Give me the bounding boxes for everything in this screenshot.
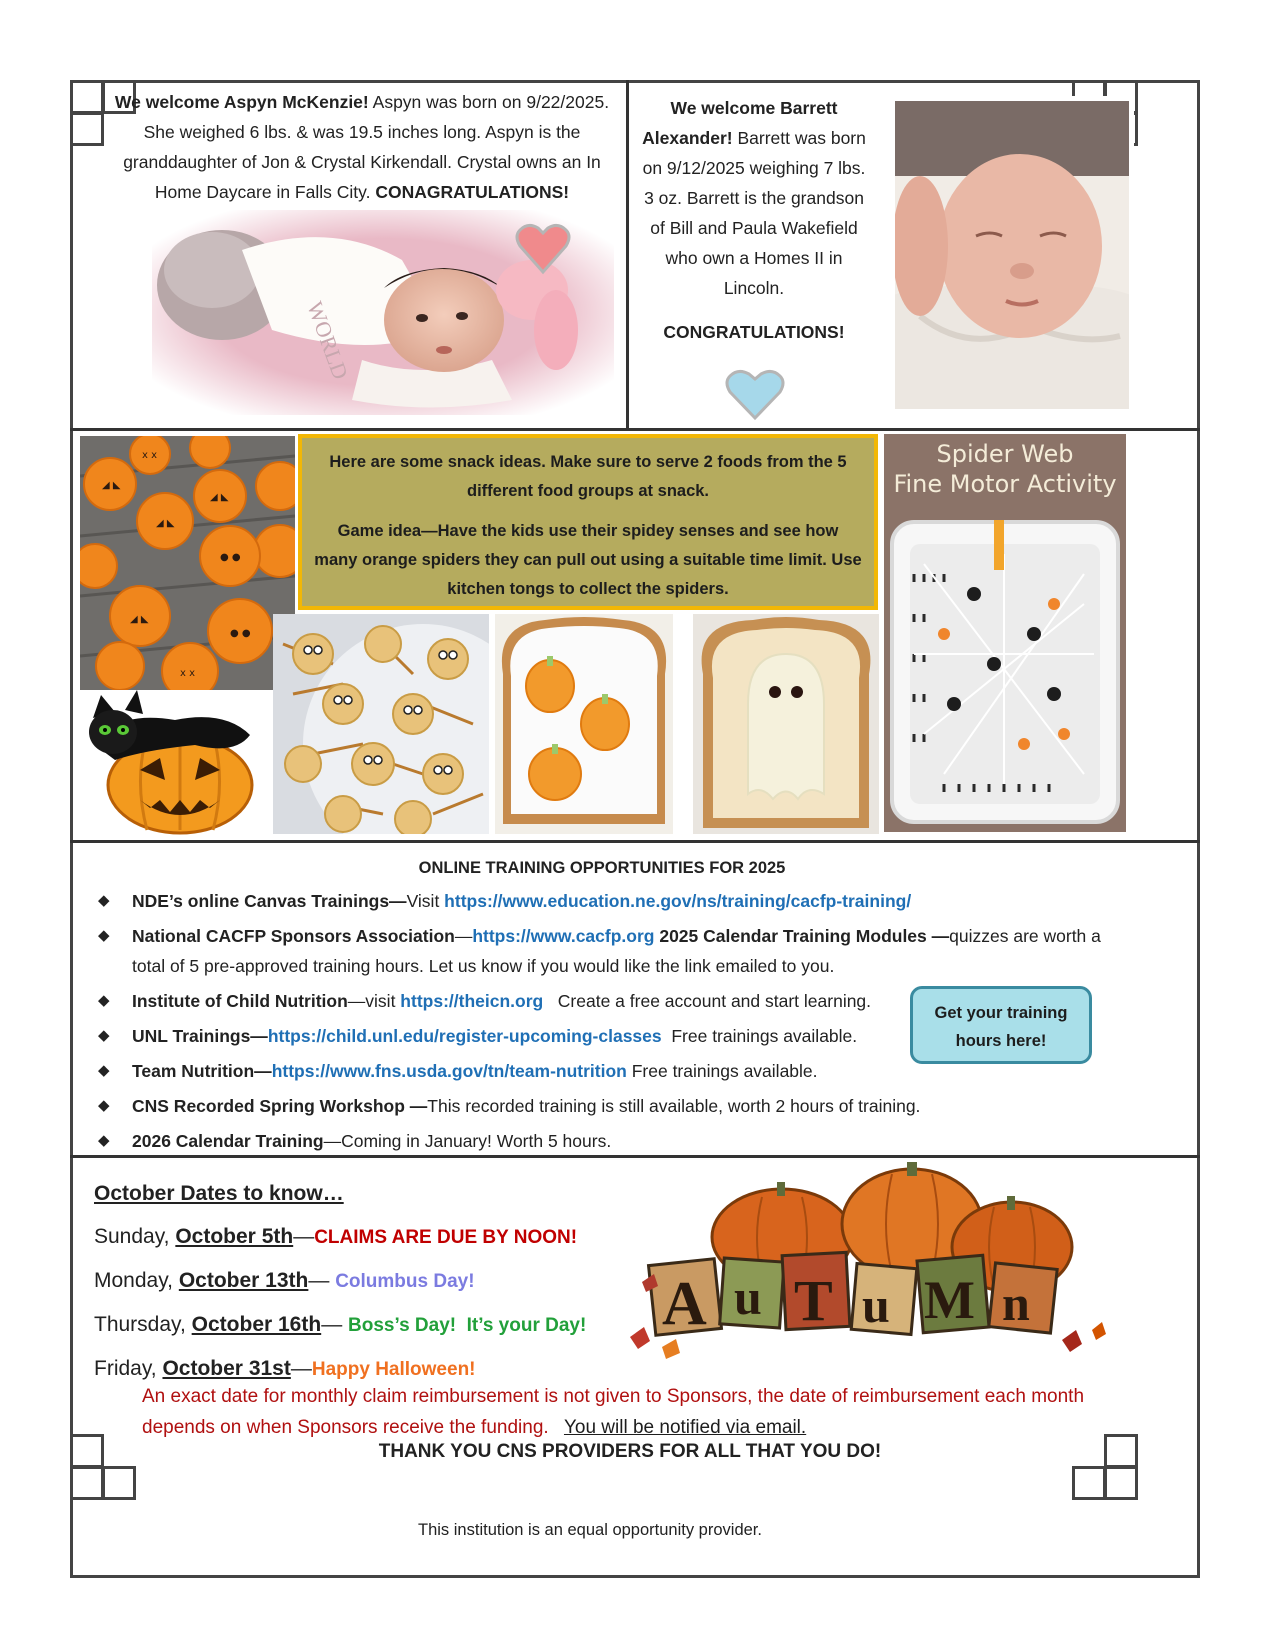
svg-text:x x: x x [142, 450, 158, 461]
spider-web-subtitle: Fine Motor Activity [893, 470, 1117, 498]
autumn-pumpkins-image [622, 1162, 1106, 1362]
diamond-bullet-icon: ◆ [98, 1097, 110, 1114]
svg-text:◢ ◣: ◢ ◣ [156, 518, 175, 529]
nde-link[interactable]: https://www.education.ne.gov/ns/training/cacfp-training/ [444, 891, 912, 911]
diamond-bullet-icon: ◆ [98, 927, 110, 944]
training-item-nde: ◆ NDE’s online Canvas Trainings—Visit https://www.education.ne.gov/ns/training/cacfp-training/ [70, 886, 1110, 916]
training-item-cacfp: ◆ National CACFP Sponsors Association—https://www.cacfp.org 2025 Calendar Training Modules —quizzes are worth a total of 5 pre-approved training hours. Let us know if you would like the link emailed to you. [70, 921, 1110, 981]
date-item-boss: Thursday, October 16th— Boss’s Day! It’s your Day! [94, 1313, 587, 1336]
orange-pumpkins-photo [80, 436, 295, 690]
section-divider-1 [70, 428, 1200, 431]
welcome-divider [626, 80, 629, 430]
baby-barrett-photo [890, 96, 1134, 414]
onesie-text: WORLD [302, 298, 354, 383]
footer-text: This institution is an equal opportunity provider. [418, 1521, 762, 1539]
diamond-bullet-icon: ◆ [98, 992, 110, 1009]
svg-text:◢ ◣: ◢ ◣ [130, 614, 149, 625]
unl-link[interactable]: https://child.unl.edu/register-upcoming-classes [267, 1026, 662, 1046]
svg-text:x x: x x [180, 668, 196, 679]
pumpkin-toast-photo [495, 614, 673, 834]
diamond-bullet-icon: ◆ [98, 1132, 110, 1149]
date-item-halloween: Friday, October 31st—Happy Halloween! [94, 1357, 476, 1380]
svg-text:M: M [924, 1270, 975, 1330]
welcome-barrett-congrats: CONGRATULATIONS! [663, 322, 845, 342]
training-heading: ONLINE TRAINING OPPORTUNITIES FOR 2025 [418, 859, 786, 877]
notified-text: You will be notified via email. [563, 1417, 807, 1438]
training-item-icn: ◆ Institute of Child Nutrition—visit https://theicn.org Create a free account and start learning. [70, 986, 1110, 1016]
diamond-bullet-icon: ◆ [98, 1062, 110, 1079]
svg-text:u: u [734, 1269, 762, 1325]
icn-link[interactable]: https://theicn.org [400, 991, 544, 1011]
spider-web-activity-photo [884, 434, 1126, 832]
diamond-bullet-icon: ◆ [98, 892, 110, 909]
ghost-toast-photo [693, 614, 879, 834]
training-item-unl: ◆ UNL Trainings—https://child.unl.edu/register-upcoming-classes Free trainings available. [70, 1021, 1110, 1051]
welcome-aspyn-text [108, 87, 616, 207]
cat-pumpkin-image [85, 690, 255, 835]
october-dates [94, 1178, 654, 1397]
welcome-aspyn-congrats: CONAGRATULATIONS! [375, 182, 570, 202]
svg-text:u: u [862, 1277, 890, 1333]
welcome-aspyn-title: We welcome Aspyn McKenzie! [114, 92, 369, 112]
svg-text:T: T [794, 1268, 833, 1333]
blue-heart-icon [724, 368, 786, 422]
svg-text:◢ ◣: ◢ ◣ [210, 492, 229, 503]
training-hours-callout[interactable]: Get your training hours here! [910, 986, 1092, 1064]
snack-ideas-box [298, 434, 878, 610]
svg-text:◢ ◣: ◢ ◣ [102, 480, 121, 491]
diamond-bullet-icon: ◆ [98, 1027, 110, 1044]
snack-ideas-text: Here are some snack ideas. Make sure to serve 2 foods from the 5 different food groups at snack. [329, 453, 847, 500]
welcome-barrett-title: We welcome Barrett Alexander! [642, 98, 838, 148]
training-item-cns-workshop: ◆ CNS Recorded Spring Workshop —This recorded training is still available, worth 2 hours of training. [70, 1091, 1110, 1121]
section-divider-2 [70, 840, 1200, 843]
date-item-columbus: Monday, October 13th— Columbus Day! [94, 1269, 475, 1292]
svg-text:● ●: ● ● [220, 552, 241, 563]
cacfp-link[interactable]: https://www.cacfp.org [472, 926, 655, 946]
welcome-aspyn-details: Aspyn was born on 9/22/2025. She weighed 6 lbs. & was 19.5 inches long. Aspyn is the granddaughter of Jon & Crystal Kirkendall. Crystal owns an In Home Daycare in Falls City. [123, 92, 610, 202]
welcome-barrett-details: Barrett was born on 9/12/2025 weighing 7 lbs. 3 oz. Barrett is the grandson of Bill and Paula Wakefield who own a Homes II in Lincoln. [642, 128, 866, 298]
training-item-2026-calendar: ◆ 2026 Calendar Training—Coming in January! Worth 5 hours. [70, 1126, 1110, 1156]
spider-web-title: Spider Web [936, 440, 1074, 468]
training-item-team-nutrition: ◆ Team Nutrition—https://www.fns.usda.gov/tn/team-nutrition Free trainings available. [70, 1056, 1110, 1086]
svg-text:n: n [1002, 1275, 1030, 1331]
svg-text:● ●: ● ● [230, 628, 251, 639]
welcome-barrett-text [636, 93, 872, 303]
thank-you-text: THANK YOU CNS PROVIDERS FOR ALL THAT YOU DO! [378, 1441, 882, 1462]
date-item-claims: Sunday, October 5th—CLAIMS ARE DUE BY NOON! [94, 1225, 578, 1248]
dates-heading: October Dates to know… [94, 1182, 344, 1205]
team-nutrition-link[interactable]: https://www.fns.usda.gov/tn/team-nutrition [271, 1061, 627, 1081]
cracker-spiders-photo [273, 614, 489, 834]
reimbursement-note: An exact date for monthly claim reimbursement is not given to Sponsors, the date of reimbursement each month depends on when Sponsors receive the funding. You will be notified via email. [142, 1386, 1085, 1438]
pink-heart-icon [514, 222, 572, 276]
svg-text:A: A [662, 1270, 707, 1338]
game-idea-text: Game idea—Have the kids use their spidey senses and see how many orange spiders they can pull out using a suitable time limit. Use kitchen tongs to collect the spiders. [314, 522, 862, 598]
